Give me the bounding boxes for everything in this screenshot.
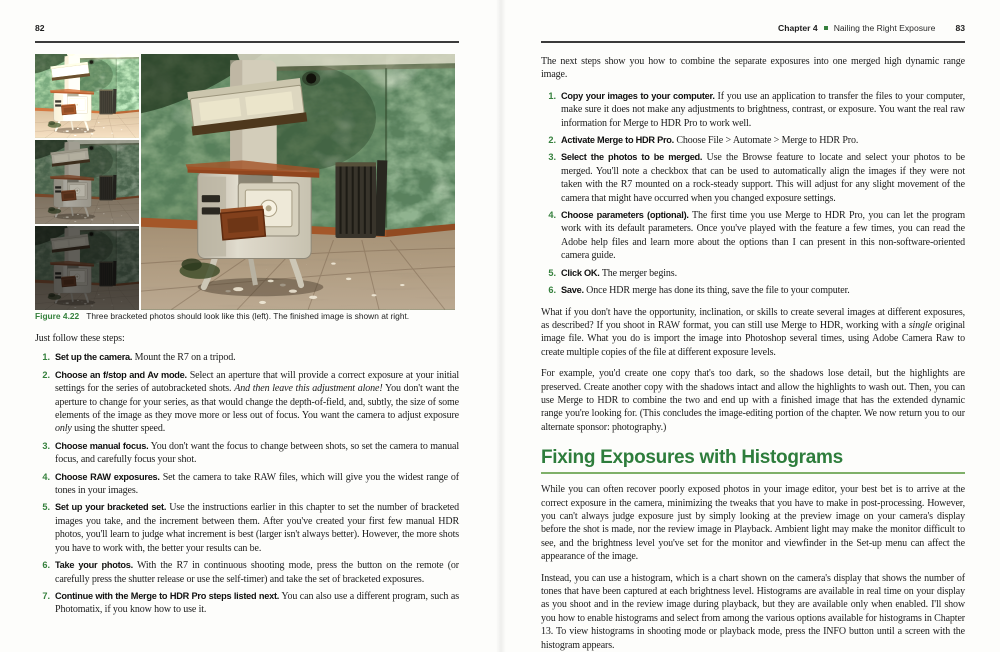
example-paragraph: For example, you'd create one copy that's too dark, so the shadows lose detail, but the highlights are preserved. Create another copy with the shadows intact and allow the highlights to wash out. Then, you can use Merge to HDR to combine the two and end up with a finished image that has the extended dynamic range you're looking for. (This concludes the image-editing portion of the chapter. We now return you to our alternate sponsor: photography.)	[541, 368, 965, 433]
intro-paragraph: The next steps show you how to combine the separate exposures into one merged high dynamic range image.	[541, 56, 965, 81]
histogram-paragraph-2: Instead, you can use a histogram, which is a chart shown on the camera's display that shows the number of tones that have been captured at each brightness level. Histograms are available in real time on your display as you shoot and in the review image during playback, but they are available only when enabled. I'll show you how to enable histograms and select from among the various options available for histograms in Chapter 13. To view histograms in shooting mode or playback mode, press the INFO button until a screen with the histogram appears.	[541, 572, 965, 651]
step-text: Choose parameters (optional). The first time you use Merge to HDR Pro, you can let the program work with its default parameters. Once you've played with the feature a few times, you can read the Adobe help files and learn more about the options than I can present in this non-software-oriented camera guide.	[561, 210, 966, 262]
steps-intro: Just follow these steps:	[35, 333, 125, 344]
step-item	[35, 471, 459, 498]
step-number: 3.	[42, 440, 50, 451]
step-lead: Activate Merge to HDR Pro.	[561, 135, 674, 146]
page-header-left	[35, 22, 459, 34]
step-text: Choose an f/stop and Av mode. Select an aperture that will provide a correct exposure at your initial settings for the series of autobracketed shots. And then leave this adjustment alone! You don't want the aperture to change for your series, as that would change the depth-of-field, and, subtly, the size of some elements of the image as they move more or less out of focus. You want the camera to adjust exposure only using the shutter speed.	[55, 369, 459, 435]
step-item	[541, 134, 965, 147]
step-lead: Click OK.	[561, 267, 600, 278]
finished-hdr-image	[141, 54, 455, 310]
step-lead: Select the photos to be merged.	[561, 152, 703, 163]
step-number: 5.	[548, 267, 556, 278]
step-number: 1.	[42, 352, 50, 363]
bracketed-photos-column	[35, 54, 139, 310]
figure-caption-text: Three bracketed photos should look like this (left). The finished image is shown at right.	[86, 311, 410, 321]
step-item	[541, 90, 965, 130]
step-text: Copy your images to your computer. If you use an application to transfer the files to your computer, make sure it does not make any adjustments to brightness, contrast, or exposure. You want the real raw information for Merge to HDR Pro to work well.	[561, 90, 965, 129]
chapter-label: Chapter 4	[778, 23, 818, 33]
step-text: Set up the camera. Mount the R7 on a tripod.	[55, 352, 236, 364]
figure-label: Figure 4.22	[35, 311, 80, 321]
step-item	[35, 369, 459, 436]
figure-caption	[35, 311, 459, 322]
step-item	[35, 590, 459, 617]
step-item	[541, 267, 965, 280]
step-number: 6.	[548, 285, 556, 296]
step-item	[35, 440, 459, 467]
step-text: Activate Merge to HDR Pro. Choose File > Automate > Merge to HDR Pro.	[561, 135, 859, 147]
step-lead: Take your photos.	[55, 560, 133, 571]
step-lead: Choose an f/stop and Av mode.	[55, 369, 187, 380]
step-number: 4.	[548, 210, 556, 221]
step-item	[35, 501, 459, 555]
page-gutter	[496, 0, 506, 652]
step-lead: Save.	[561, 285, 584, 296]
header-rule	[541, 41, 965, 43]
step-text: Click OK. The merger begins.	[561, 267, 677, 279]
step-item	[541, 151, 965, 205]
step-number: 2.	[548, 135, 556, 146]
raw-paragraph: What if you don't have the opportunity, inclination, or skills to create several images at different exposures, as described? If you shoot in RAW format, you can still use Merge to HDR, working with a single original image file. What you do is import the image into Photoshop several times, using Adobe Camera Raw to create multiple copies of the file at different exposure levels.	[541, 306, 965, 358]
page-header-right	[541, 22, 965, 34]
step-lead: Choose parameters (optional).	[561, 210, 689, 221]
step-number: 2.	[42, 369, 50, 380]
step-text: Save. Once HDR merge has done its thing, save the file to your computer.	[561, 285, 850, 297]
step-lead: Set up your bracketed set.	[55, 502, 167, 513]
section-heading-rule	[541, 472, 965, 474]
step-number: 5.	[42, 502, 50, 513]
step-lead: Choose manual focus.	[55, 440, 149, 451]
step-text: Continue with the Merge to HDR Pro steps listed next. You can also use a different program, such as Photomatix, if you know how to use it.	[55, 590, 459, 616]
step-item	[541, 284, 965, 297]
chapter-title: Nailing the Right Exposure	[833, 23, 936, 33]
header-rule	[35, 41, 459, 43]
step-lead: Set up the camera.	[55, 352, 133, 363]
step-text: Select the photos to be merged. Use the Browse feature to locate and select your photos to be merged. You'll note a checkbox that can be used to automatically align the images if they were not taken with the R7 mounted on a rock-steady support. This will adjust for any slight movement of the camera that might have occurred when you changed exposure settings.	[561, 152, 966, 204]
step-lead: Choose RAW exposures.	[55, 471, 160, 482]
steps-list-left	[35, 351, 459, 616]
figure-4-22-image	[35, 54, 455, 304]
step-lead: Copy your images to your computer.	[561, 90, 715, 101]
step-item	[35, 351, 459, 364]
step-text: Take your photos. With the R7 in continuous shooting mode, press the button on the remote (or carefully press the shutter release or use the self-timer) and take the set of bracketed exposures.	[55, 560, 460, 585]
step-lead: Continue with the Merge to HDR Pro steps listed next.	[55, 590, 280, 601]
histogram-paragraph-1: While you can often recover poorly exposed photos in your image editor, your best bet is to arrive at the correct exposure in the camera, minimizing the tweaks that you have to make in post-processing. However, you can't always judge exposure just by simply looking at the preview image on your camera's display before the shot is made, nor the review image in Playback. Ambient light may make the monitor difficult to see, and the brightness level you've set for the monitor and viewfinder in the Set-up menu can affect the appearance of the image.	[541, 484, 965, 563]
bracketed-shot-underexposed	[35, 226, 139, 310]
green-square-icon	[824, 26, 828, 30]
step-number: 4.	[42, 471, 50, 482]
step-text: Set up your bracketed set. Use the instructions earlier in this chapter to set the number of bracketed images you take, and the increment between them. After you've created your first few manual HDR photos, you'll learn to judge what increment is best (larger isn't always better). However, the more shots you have to work with, the better your results can be.	[55, 502, 459, 554]
steps-list-right	[541, 90, 965, 298]
step-item	[541, 209, 965, 263]
bracketed-shot-overexposed	[35, 54, 139, 138]
step-text: Choose RAW exposures. Set the camera to take RAW files, which will give you the widest range of tones in your images.	[55, 471, 460, 497]
step-number: 1.	[548, 90, 556, 101]
step-number: 6.	[42, 560, 50, 571]
page-left	[35, 22, 459, 621]
page-number: 83	[955, 23, 965, 33]
page-right	[541, 22, 965, 652]
step-number: 3.	[548, 152, 556, 163]
step-item	[35, 559, 459, 586]
bracketed-shot-middle	[35, 140, 139, 224]
step-text: Choose manual focus. You don't want the focus to change between shots, so set the camera to manual focus, and carefully focus your shot.	[55, 440, 459, 466]
page-number: 82	[35, 23, 45, 33]
section-heading: Fixing Exposures with Histograms	[541, 447, 843, 469]
step-number: 7.	[42, 590, 50, 601]
